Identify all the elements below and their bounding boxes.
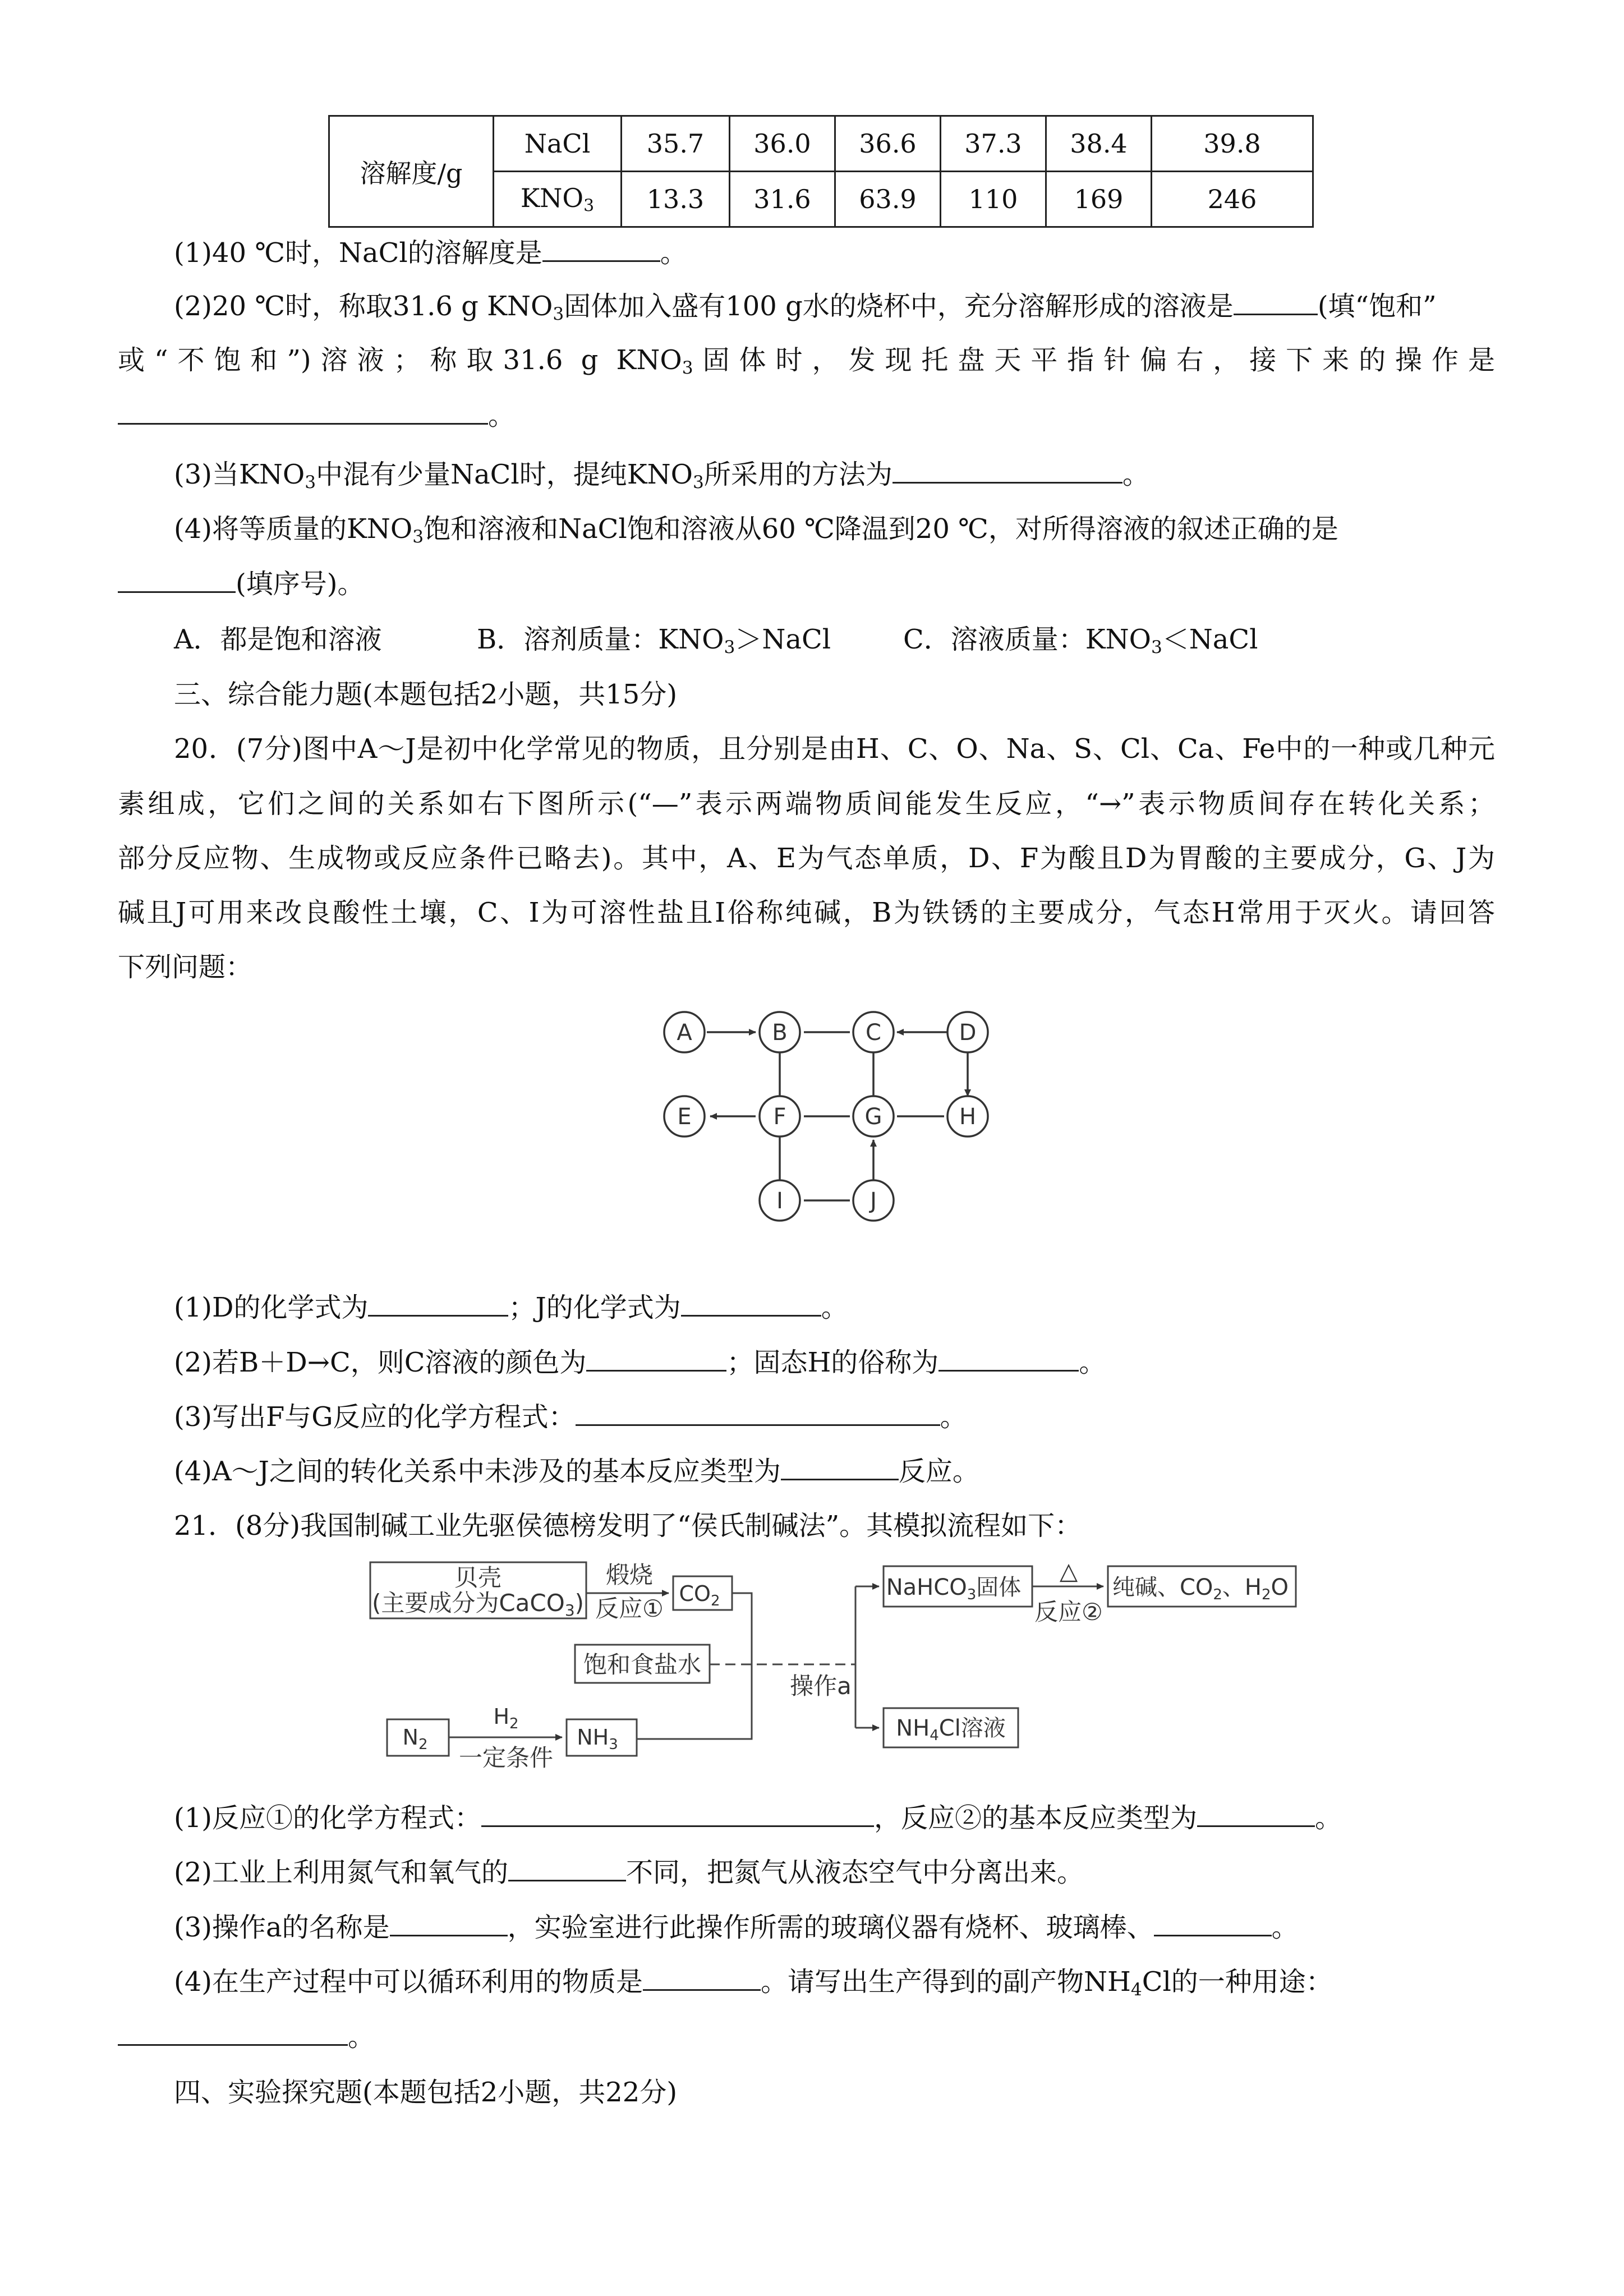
answer-blank[interactable] (368, 1290, 508, 1317)
answer-blank[interactable] (1197, 1801, 1315, 1827)
node-f-label: F (773, 1104, 786, 1130)
substance-relation-diagram (662, 999, 1043, 1245)
node-g-label: G (864, 1104, 882, 1130)
nacl-value: 39.8 (1152, 116, 1313, 172)
q20-sub4: (4)A～J之间的转化关系中未涉及的基本反应类型为 反应。 (174, 1454, 1495, 1488)
answer-blank[interactable] (681, 1290, 821, 1317)
q21-sub4: (4)在生产过程中可以循环利用的物质是 。请写出生产得到的副产物$NH_4Cl$的一种用途： (174, 1964, 1495, 2007)
q19-part2-line3: 。 (118, 398, 1495, 432)
products-label: 纯碱、$CO_2$、$H_2O$ (1112, 1575, 1289, 1603)
q19-part4-line2: (填序号)。 (118, 567, 1495, 601)
q20-text-line4: 碱且J可用来改良酸性土壤，C、I为可溶性盐且I俗称纯碱，B为铁锈的主要成分，气态H常用于灭火。请回答 (118, 897, 1495, 928)
q21-sub4-line2: 。 (118, 2019, 1495, 2054)
co2-label: $CO_2$ (679, 1581, 720, 1609)
q19-part2-line2: 或“不饱和”)溶液；称取31.6 g $KNO_3$固体时，发现托盘天平指针偏右，接下来的操作是 (118, 344, 1495, 378)
h2-label: $H_2$ (493, 1704, 519, 1732)
answer-blank[interactable] (1154, 1910, 1272, 1936)
kno3-value: 13.3 (622, 172, 730, 227)
condition-label: 一定条件 (458, 1744, 554, 1772)
answer-blank[interactable] (938, 1345, 1079, 1372)
q20-text-line2: 素组成，它们之间的关系如右下图所示(“—”表示两端物质间能发生反应，“→”表示物质间存在转化关系； (118, 788, 1495, 820)
q21-sub3: (3)操作a的名称是 ，实验室进行此操作所需的玻璃仪器有烧杯、玻璃棒、 。 (174, 1910, 1495, 1944)
reaction2-label: 反应② (1034, 1598, 1103, 1626)
q19-part3: (3)当$KNO_3$中混有少量NaCl时，提纯$KNO_3$所采用的方法为 。 (174, 457, 1495, 499)
q20-text-line1: 20．(7分)图中A～J是初中化学常见的物质，且分别是由H、C、O、Na、S、Cl、Ca、Fe中的一种或几种元 (174, 733, 1495, 765)
node-i-label: I (776, 1188, 783, 1214)
kno3-value: 31.6 (730, 172, 835, 227)
option-b: B．溶剂质量：$KNO_3>NaCl$ (477, 624, 831, 657)
q19-options (174, 623, 1495, 656)
hou-process-flowchart (359, 1554, 1324, 1778)
node-e-label: E (677, 1104, 692, 1130)
operation-a-label: 操作a (790, 1672, 852, 1700)
answer-blank[interactable] (781, 1454, 899, 1480)
answer-blank[interactable] (576, 1400, 940, 1426)
answer-blank[interactable] (118, 567, 236, 593)
answer-blank[interactable] (542, 236, 660, 262)
table-row-header: 溶解度/g (329, 116, 494, 227)
answer-blank[interactable] (390, 1910, 508, 1936)
reaction1-label: 反应① (595, 1595, 664, 1622)
answer-blank[interactable] (586, 1345, 726, 1372)
n2-label: $N_2$ (402, 1725, 428, 1753)
q19-part1: (1)40 ℃时，NaCl的溶解度是 。 (174, 236, 1495, 270)
q21-sub2: (2)工业上利用氮气和氧气的 不同，把氮气从液态空气中分离出来。 (174, 1855, 1495, 1889)
node-j-label: J (870, 1188, 877, 1214)
node-c-label: C (866, 1020, 881, 1046)
nacl-value: 36.0 (730, 116, 835, 172)
answer-blank[interactable] (481, 1801, 874, 1827)
q20-sub1: (1)D的化学式为 ；J的化学式为 。 (174, 1290, 1495, 1324)
shell-composition: (主要成分为CaCO3) (371, 1589, 585, 1619)
nahco3-label: NaHCO$_3$固体 (886, 1575, 1022, 1603)
answer-blank[interactable] (643, 1964, 761, 1991)
node-d-label: D (959, 1020, 977, 1046)
answer-blank[interactable] (118, 2019, 348, 2046)
nh4cl-label: $NH_4Cl$溶液 (896, 1715, 1006, 1744)
option-c: C．溶液质量：$KNO_3<NaCl$ (903, 624, 1258, 657)
heat-symbol: △ (1059, 1557, 1078, 1585)
nacl-label: NaCl (494, 116, 622, 172)
nacl-value: 36.6 (835, 116, 941, 172)
q19-part2: (2)20 ℃时，称取31.6 g $KNO_3$固体加入盛有100 g水的烧杯中，充分溶解形成的溶液是 (填“饱和” (174, 289, 1495, 331)
solubility-table (328, 115, 1314, 228)
q20-sub2: (2)若B＋D→C，则C溶液的颜色为 ；固态H的俗称为 。 (174, 1345, 1495, 1379)
kno3-label: $KNO_3$ (494, 172, 622, 227)
q21-intro: 21．(8分)我国制碱工业先驱侯德榜发明了“侯氏制碱法”。其模拟流程如下： (174, 1510, 1082, 1542)
section-4-heading: 四、实验探究题(本题包括2小题，共22分) (174, 2077, 678, 2108)
node-b-label: B (772, 1020, 788, 1046)
answer-blank[interactable] (118, 398, 488, 425)
option-a: A．都是饱和溶液 (174, 624, 382, 655)
brine-label: 饱和食盐水 (583, 1651, 702, 1678)
answer-blank[interactable] (892, 457, 1122, 484)
nacl-value: 37.3 (941, 116, 1046, 172)
calcine-label: 煅烧 (605, 1561, 654, 1589)
answer-blank[interactable] (1234, 289, 1318, 315)
nacl-value: 38.4 (1046, 116, 1152, 172)
kno3-value: 169 (1046, 172, 1152, 227)
section-3-heading: 三、综合能力题(本题包括2小题，共15分) (174, 679, 678, 710)
kno3-value: 110 (941, 172, 1046, 227)
answer-blank[interactable] (508, 1855, 626, 1881)
kno3-value: 246 (1152, 172, 1313, 227)
node-h-label: H (959, 1104, 977, 1130)
node-a-label: A (677, 1020, 692, 1046)
shell-label: 贝壳 (454, 1564, 502, 1591)
q20-text-line3: 部分反应物、生成物或反应条件已略去)。其中，A、E为气态单质，D、F为酸且D为胃酸的主要成分，G、J为 (118, 843, 1495, 874)
nh3-label: $NH_3$ (577, 1725, 618, 1753)
q21-sub1: (1)反应①的化学方程式： ，反应②的基本反应类型为 。 (174, 1801, 1495, 1835)
q20-sub3: (3)写出F与G反应的化学方程式： 。 (174, 1400, 1495, 1434)
q20-text-line5: 下列问题： (118, 951, 253, 983)
q19-part4: (4)将等质量的$KNO_3$饱和溶液和NaCl饱和溶液从60 ℃降温到20 ℃，对所得溶液的叙述正确的是 (174, 513, 1338, 547)
nacl-value: 35.7 (622, 116, 730, 172)
kno3-value: 63.9 (835, 172, 941, 227)
